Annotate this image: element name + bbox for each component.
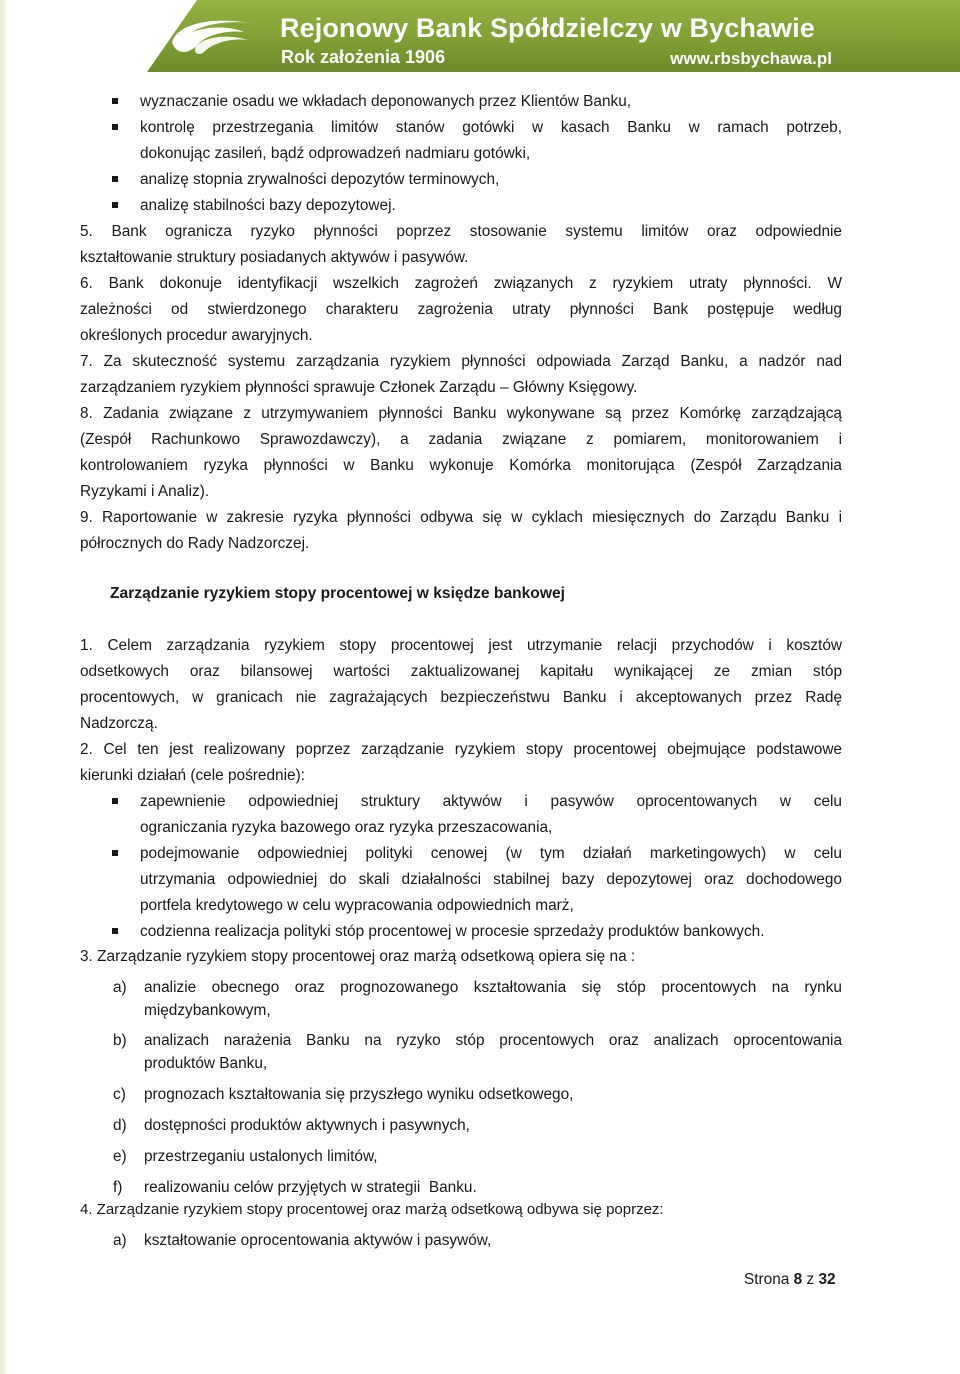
paragraph-line: 7. Za skuteczność systemu zarządzania ryzykiem płynności odpowiada Zarząd Banku, a nadzór nad — [80, 353, 842, 370]
paragraph-line: 2. Cel ten jest realizowany poprzez zarządzanie ryzykiem stopy procentowej obejmujące podstawowe — [80, 741, 842, 758]
list-item: codzienna realizacja polityki stóp procentowej w procesie sprzedaży produktów bankowych. — [140, 923, 765, 940]
paragraph-line: zależności od stwierdzonego charakteru zagrożenia utraty płynności Bank postępuje według — [80, 301, 842, 318]
list-marker: d) — [113, 1117, 127, 1134]
list-item-continued: portfela kredytowego w celu wypracowania odpowiednich marż, — [140, 897, 574, 914]
list-item: realizowaniu celów przyjętych w strategii Banku. — [144, 1179, 477, 1196]
list-item: wyznaczanie osadu we wkładach deponowanych przez Klientów Banku, — [140, 93, 632, 110]
bullet-icon — [112, 176, 118, 182]
founded-year: Rok założenia 1906 — [281, 47, 446, 67]
paragraph-line: (Zespół Rachunkowo Sprawozdawczy), a zadania związane z pomiarem, monitorowaniem i — [80, 431, 842, 448]
list-item-continued: dokonując zasileń, bądź odprowadzeń nadmiaru gotówki, — [140, 145, 531, 162]
list-item: kontrolę przestrzegania limitów stanów gotówki w kasach Banku w ramach potrzeb, — [140, 119, 842, 136]
bullet-icon — [112, 850, 118, 856]
list-item: analizie obecnego oraz prognozowanego kształtowania się stóp procentowych na rynku — [144, 979, 842, 996]
list-item: prognozach kształtowania się przyszłego wyniku odsetkowego, — [144, 1086, 574, 1103]
bullet-icon — [112, 98, 118, 104]
bank-name: Rejonowy Bank Spółdzielczy w Bychawie — [280, 13, 815, 43]
list-item-continued: utrzymania odpowiedniej do skali działalności stabilnej bazy depozytowej oraz dochodowego — [140, 871, 842, 888]
paragraph-line: kształtowanie struktury posiadanych aktywów i pasywów. — [80, 249, 469, 266]
bullet-icon — [112, 124, 118, 130]
list-item-continued: międzybankowym, — [144, 1002, 271, 1019]
list-item-continued: produktów Banku, — [144, 1055, 268, 1072]
section-heading: Zarządzanie ryzykiem stopy procentowej w księdze bankowej — [110, 585, 565, 602]
list-marker: f) — [113, 1179, 123, 1196]
paragraph-line: Nadzorczą. — [80, 715, 158, 732]
paragraph-line: Ryzykami i Analiz). — [80, 483, 210, 500]
paragraph-line: kontrolowaniem ryzyka płynności w Banku wykonuje Komórka monitorująca (Zespół Zarządzania — [80, 457, 842, 474]
list-marker: b) — [113, 1032, 127, 1049]
list-marker: a) — [113, 1232, 127, 1249]
list-item: analizach narażenia Banku na ryzyko stóp procentowych oraz analizach oprocentowania — [144, 1032, 842, 1049]
bullet-icon — [112, 798, 118, 804]
paragraph-line: półrocznych do Rady Nadzorczej. — [80, 535, 310, 552]
list-item: analizę stopnia zrywalności depozytów terminowych, — [140, 171, 500, 188]
list-item: zapewnienie odpowiedniej struktury aktywów i pasywów oprocentowanych w celu — [140, 793, 842, 810]
page-total: 32 — [818, 1271, 836, 1288]
list-marker: e) — [113, 1148, 127, 1165]
paragraph-line: odsetkowych oraz bilansowej wartości zaktualizowanej kapitału wynikającej ze zmian stóp — [80, 663, 842, 680]
paragraph-line: 6. Bank dokonuje identyfikacji wszelkich zagrożeń związanych z ryzykiem utraty płynności. W — [80, 275, 842, 292]
list-item: dostępności produktów aktywnych i pasywnych, — [144, 1117, 470, 1134]
list-item: analizę stabilności bazy depozytowej. — [140, 197, 396, 214]
paragraph-line: procentowych, w granicach nie zagrażających bezpieczeństwu Banku i akceptowanych przez Radę — [80, 689, 842, 706]
page-number — [744, 1271, 836, 1289]
bank-logo-icon — [168, 14, 258, 64]
page-label: Strona — [744, 1271, 790, 1288]
paragraph-line: kierunki działań (cele pośrednie): — [80, 767, 305, 784]
bullet-icon — [112, 202, 118, 208]
list-item: przestrzeganiu ustalonych limitów, — [144, 1148, 378, 1165]
page-current: 8 — [793, 1271, 803, 1288]
paragraph-line: 4. Zarządzanie ryzykiem stopy procentowej oraz marżą odsetkową odbywa się poprzez: — [80, 1201, 664, 1218]
website-link[interactable]: www.rbsbychawa.pl — [670, 49, 832, 68]
list-item: kształtowanie oprocentowania aktywów i pasywów, — [144, 1232, 492, 1249]
list-marker: c) — [113, 1086, 126, 1103]
paragraph-line: 9. Raportowanie w zakresie ryzyka płynności odbywa się w cyklach miesięcznych do Zarządu Banku i — [80, 509, 842, 526]
list-item-continued: ograniczania ryzyka bazowego oraz ryzyka przeszacowania, — [140, 819, 553, 836]
list-marker: a) — [113, 979, 127, 996]
paragraph-line: 5. Bank ogranicza ryzyko płynności poprzez stosowanie systemu limitów oraz odpowiednie — [80, 223, 842, 240]
paragraph-line: 8. Zadania związane z utrzymywaniem płynności Banku wykonywane są przez Komórkę zarządzającą — [80, 405, 842, 422]
paragraph-line: 3. Zarządzanie ryzykiem stopy procentowej oraz marżą odsetkową opiera się na : — [80, 948, 636, 965]
list-item: podejmowanie odpowiedniej polityki cenowej (w tym działań marketingowych) w celu — [140, 845, 842, 862]
left-margin-rule — [0, 0, 8, 1374]
bullet-icon — [112, 928, 118, 934]
paragraph-line: zarządzaniem ryzykiem płynności sprawuje Członek Zarządu – Główny Księgowy. — [80, 379, 638, 396]
paragraph-line: określonych procedur awaryjnych. — [80, 327, 313, 344]
paragraph-line: 1. Celem zarządzania ryzykiem stopy procentowej jest utrzymanie relacji przychodów i kosztów — [80, 637, 842, 654]
page-separator: z — [806, 1271, 815, 1288]
